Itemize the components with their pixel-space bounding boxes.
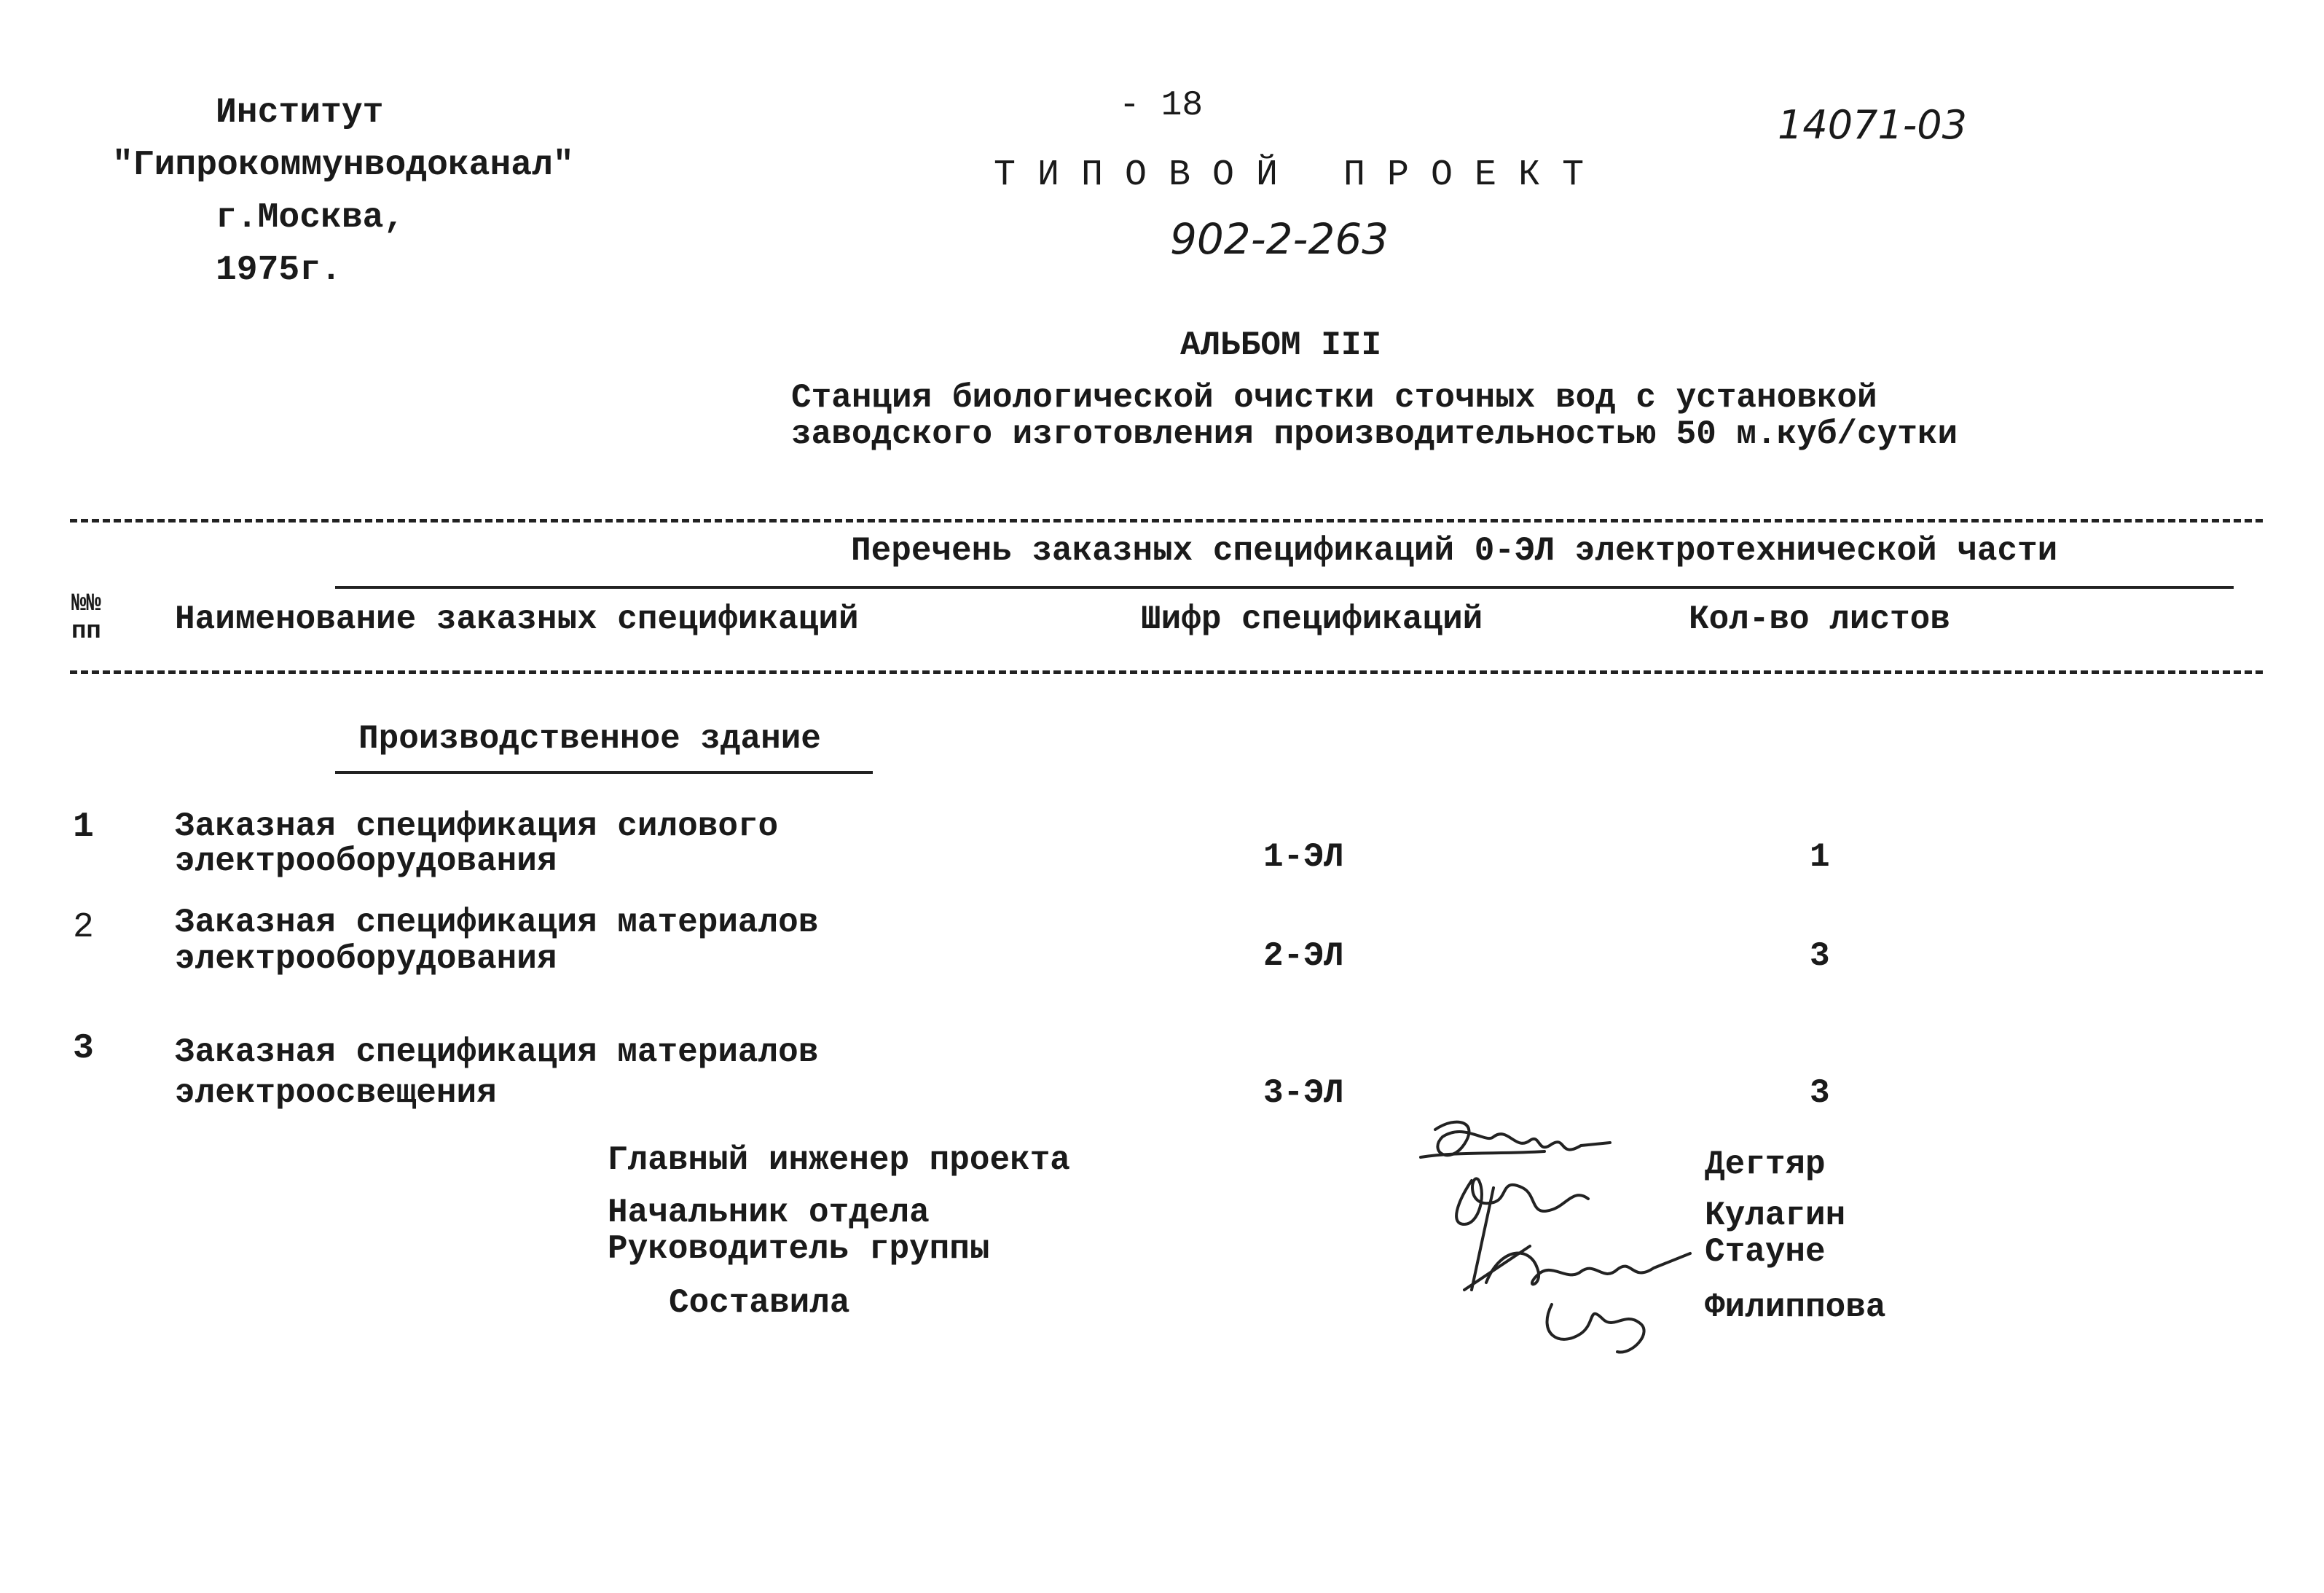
album-description-line2: заводского изготовления производительностью 50 м.куб/сутки [791,415,1958,453]
column-header-num-text: №№ пп [71,590,101,646]
institute-city: г.Москва, [216,198,405,238]
row-1-name-line2: электрооборудования [175,842,557,880]
column-header-name: Наименование заказных спецификаций [175,600,859,638]
row-2-name-line2: электрооборудования [175,940,557,978]
role-compiled-by: Составила [669,1284,850,1322]
row-3-code: 3-ЭЛ [1263,1074,1344,1112]
section-underline [335,771,873,774]
institute-org: "Гипрокоммунводоканал" [112,146,574,185]
album-description-line1: Станция биологической очистки сточных вод с установкой [791,379,1877,417]
row-3-name-line2: электроосвещения [175,1074,497,1112]
table-title: Перечень заказных спецификаций 0-ЭЛ электротехнической части [851,532,2058,570]
table-top-rule [70,519,2263,522]
page-number: - 18 [1119,86,1204,125]
name-compiled-by: Филиппова [1705,1288,1886,1326]
row-3-num: 3 [73,1029,94,1068]
row-2-name-line1: Заказная спецификация материалов [175,904,819,942]
signature-degtyar [1435,1122,1610,1156]
project-number: 902-2-263 [1170,214,1389,264]
archive-number: 14071-03 [1778,102,1967,148]
section-title: Производственное здание [358,720,821,758]
role-department-head: Начальник отдела [608,1194,930,1232]
signature-filippova [1547,1304,1644,1353]
album-title: АЛЬБОМ III [1180,326,1382,364]
role-group-leader: Руководитель группы [608,1230,990,1268]
name-department-head: Кулагин [1705,1197,1846,1234]
row-1-num: 1 [73,807,94,847]
row-2-sheets: 3 [1810,937,1830,975]
table-title-underline [335,586,2234,589]
row-1-name-line1: Заказная спецификация силового [175,807,779,845]
project-label: ТИПОВОЙ ПРОЕКТ [994,154,1606,196]
row-3-name-line1: Заказная спецификация материалов [175,1033,819,1071]
signature-kulagin [1456,1178,1588,1224]
institute-year: 1975г. [216,251,342,290]
row-1-code: 1-ЭЛ [1263,838,1344,876]
column-header-sheets: Кол-во листов [1689,600,1950,638]
signature-staune [1486,1253,1690,1285]
institute-name: Институт [216,93,384,133]
table-header-rule [70,670,2263,674]
column-header-code: Шифр спецификаций [1141,600,1483,638]
column-header-num [71,590,122,646]
row-2-num: 2 [73,908,94,947]
row-1-sheets: 1 [1810,838,1830,876]
signature-scribbles [1413,1100,1719,1363]
role-chief-engineer: Главный инженер проекта [608,1141,1070,1179]
name-group-leader: Стауне [1705,1233,1826,1271]
row-3-sheets: 3 [1810,1074,1830,1112]
name-chief-engineer: Дегтяр [1705,1146,1826,1183]
row-2-code: 2-ЭЛ [1263,937,1344,975]
